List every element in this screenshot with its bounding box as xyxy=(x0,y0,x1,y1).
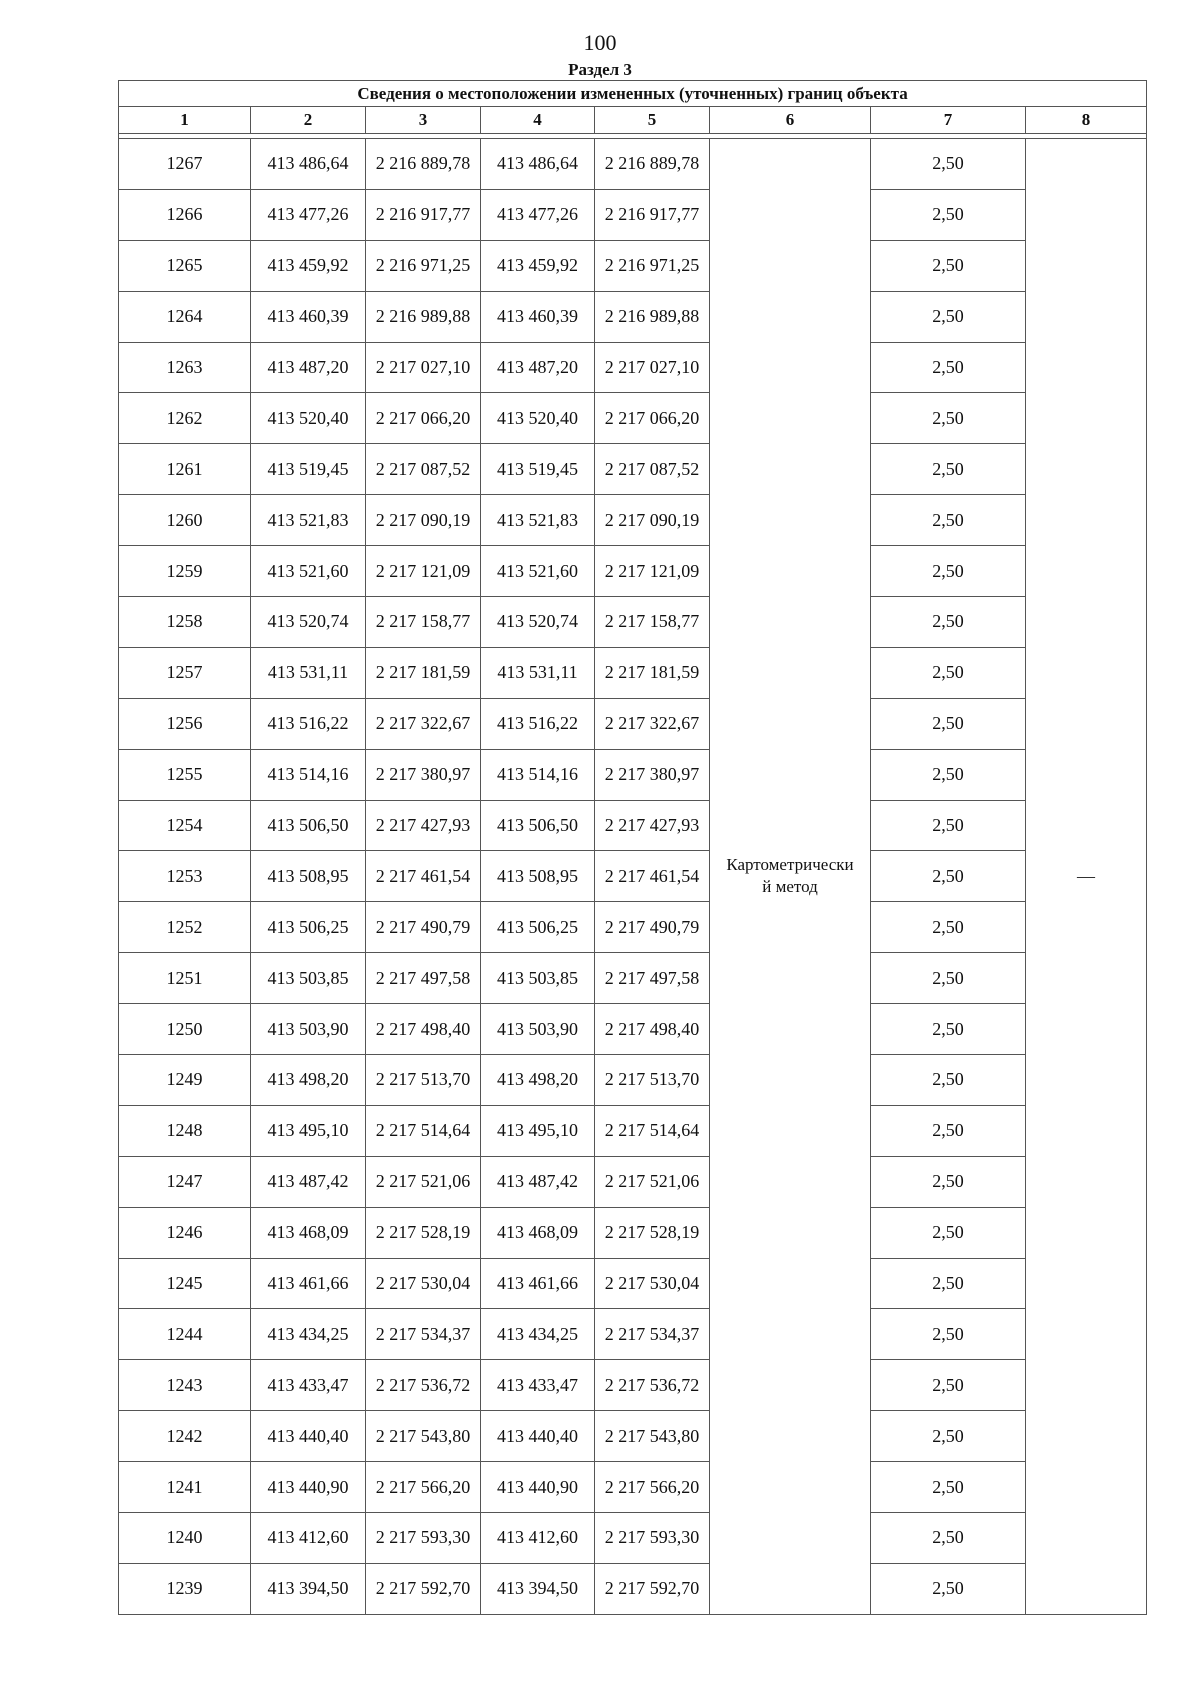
method-text-line: й метод xyxy=(762,877,818,897)
x-old-cell: 413 508,95 xyxy=(251,851,366,902)
x-new-cell: 413 440,40 xyxy=(481,1411,595,1462)
x-old-cell: 413 461,66 xyxy=(251,1258,366,1309)
x-new-cell: 413 394,50 xyxy=(481,1563,595,1614)
accuracy-cell: 2,50 xyxy=(871,749,1026,800)
table-row xyxy=(119,139,1147,190)
point-number-cell: 1267 xyxy=(119,139,251,190)
x-old-cell: 413 516,22 xyxy=(251,698,366,749)
y-old-cell: 2 217 536,72 xyxy=(366,1360,481,1411)
y-old-cell: 2 217 121,09 xyxy=(366,546,481,597)
x-old-cell: 413 498,20 xyxy=(251,1055,366,1106)
accuracy-cell: 2,50 xyxy=(871,189,1026,240)
point-number-cell: 1241 xyxy=(119,1462,251,1513)
table-row xyxy=(119,902,1147,953)
y-old-cell: 2 217 528,19 xyxy=(366,1207,481,1258)
x-old-cell: 413 486,64 xyxy=(251,139,366,190)
y-new-cell: 2 217 536,72 xyxy=(595,1360,710,1411)
table-row xyxy=(119,546,1147,597)
accuracy-cell: 2,50 xyxy=(871,800,1026,851)
point-number-cell: 1254 xyxy=(119,800,251,851)
table-row xyxy=(119,1156,1147,1207)
accuracy-cell: 2,50 xyxy=(871,902,1026,953)
point-number-cell: 1244 xyxy=(119,1309,251,1360)
point-number-cell: 1247 xyxy=(119,1156,251,1207)
accuracy-cell: 2,50 xyxy=(871,291,1026,342)
table-row xyxy=(119,698,1147,749)
x-new-cell: 413 434,25 xyxy=(481,1309,595,1360)
column-header-row xyxy=(119,107,1147,134)
accuracy-cell: 2,50 xyxy=(871,444,1026,495)
table-row xyxy=(119,444,1147,495)
table-row xyxy=(119,800,1147,851)
y-old-cell: 2 217 498,40 xyxy=(366,1004,481,1055)
table-row xyxy=(119,1055,1147,1106)
y-old-cell: 2 217 027,10 xyxy=(366,342,481,393)
note-cell: — xyxy=(1026,139,1147,1615)
x-old-cell: 413 519,45 xyxy=(251,444,366,495)
point-number-cell: 1248 xyxy=(119,1105,251,1156)
accuracy-cell: 2,50 xyxy=(871,1462,1026,1513)
y-new-cell: 2 217 490,79 xyxy=(595,902,710,953)
x-new-cell: 413 521,83 xyxy=(481,495,595,546)
y-old-cell: 2 217 593,30 xyxy=(366,1513,481,1564)
y-old-cell: 2 216 989,88 xyxy=(366,291,481,342)
point-number-cell: 1258 xyxy=(119,597,251,648)
column-header: 3 xyxy=(366,107,481,134)
table-row xyxy=(119,342,1147,393)
point-number-cell: 1245 xyxy=(119,1258,251,1309)
x-new-cell: 413 519,45 xyxy=(481,444,595,495)
y-old-cell: 2 217 514,64 xyxy=(366,1105,481,1156)
x-old-cell: 413 521,60 xyxy=(251,546,366,597)
x-new-cell: 413 508,95 xyxy=(481,851,595,902)
y-old-cell: 2 217 090,19 xyxy=(366,495,481,546)
y-old-cell: 2 217 322,67 xyxy=(366,698,481,749)
y-new-cell: 2 217 427,93 xyxy=(595,800,710,851)
y-new-cell: 2 217 528,19 xyxy=(595,1207,710,1258)
accuracy-cell: 2,50 xyxy=(871,1105,1026,1156)
x-old-cell: 413 440,90 xyxy=(251,1462,366,1513)
column-header: 7 xyxy=(871,107,1026,134)
y-new-cell: 2 217 530,04 xyxy=(595,1258,710,1309)
table-row xyxy=(119,1004,1147,1055)
x-old-cell: 413 503,90 xyxy=(251,1004,366,1055)
x-new-cell: 413 468,09 xyxy=(481,1207,595,1258)
x-old-cell: 413 487,42 xyxy=(251,1156,366,1207)
x-new-cell: 413 477,26 xyxy=(481,189,595,240)
accuracy-cell: 2,50 xyxy=(871,1411,1026,1462)
point-number-cell: 1256 xyxy=(119,698,251,749)
y-old-cell: 2 217 181,59 xyxy=(366,647,481,698)
y-new-cell: 2 217 513,70 xyxy=(595,1055,710,1106)
accuracy-cell: 2,50 xyxy=(871,1004,1026,1055)
table-row xyxy=(119,189,1147,240)
table-row xyxy=(119,240,1147,291)
accuracy-cell: 2,50 xyxy=(871,1055,1026,1106)
point-number-cell: 1251 xyxy=(119,953,251,1004)
y-old-cell: 2 216 971,25 xyxy=(366,240,481,291)
x-old-cell: 413 506,50 xyxy=(251,800,366,851)
accuracy-cell: 2,50 xyxy=(871,851,1026,902)
page-number: 100 xyxy=(583,30,617,55)
table-row xyxy=(119,1105,1147,1156)
y-old-cell: 2 217 158,77 xyxy=(366,597,481,648)
y-old-cell: 2 217 087,52 xyxy=(366,444,481,495)
column-header: 2 xyxy=(251,107,366,134)
y-new-cell: 2 217 090,19 xyxy=(595,495,710,546)
y-old-cell: 2 217 543,80 xyxy=(366,1411,481,1462)
coordinates-table xyxy=(118,80,1147,1615)
accuracy-cell: 2,50 xyxy=(871,1309,1026,1360)
x-old-cell: 413 459,92 xyxy=(251,240,366,291)
accuracy-cell: 2,50 xyxy=(871,546,1026,597)
point-number-cell: 1249 xyxy=(119,1055,251,1106)
table-row xyxy=(119,495,1147,546)
y-old-cell: 2 217 534,37 xyxy=(366,1309,481,1360)
y-new-cell: 2 217 461,54 xyxy=(595,851,710,902)
accuracy-cell: 2,50 xyxy=(871,953,1026,1004)
section-title: Раздел 3 xyxy=(568,60,632,79)
x-new-cell: 413 506,25 xyxy=(481,902,595,953)
x-new-cell: 413 433,47 xyxy=(481,1360,595,1411)
x-old-cell: 413 506,25 xyxy=(251,902,366,953)
y-old-cell: 2 217 380,97 xyxy=(366,749,481,800)
point-number-cell: 1252 xyxy=(119,902,251,953)
x-new-cell: 413 487,42 xyxy=(481,1156,595,1207)
column-header: 8 xyxy=(1026,107,1147,134)
y-old-cell: 2 217 066,20 xyxy=(366,393,481,444)
x-old-cell: 413 495,10 xyxy=(251,1105,366,1156)
x-new-cell: 413 516,22 xyxy=(481,698,595,749)
accuracy-cell: 2,50 xyxy=(871,698,1026,749)
x-new-cell: 413 460,39 xyxy=(481,291,595,342)
point-number-cell: 1253 xyxy=(119,851,251,902)
x-new-cell: 413 520,40 xyxy=(481,393,595,444)
x-new-cell: 413 412,60 xyxy=(481,1513,595,1564)
accuracy-cell: 2,50 xyxy=(871,597,1026,648)
table-row xyxy=(119,647,1147,698)
accuracy-cell: 2,50 xyxy=(871,240,1026,291)
point-number-cell: 1246 xyxy=(119,1207,251,1258)
table-row xyxy=(119,1462,1147,1513)
column-header: 1 xyxy=(119,107,251,134)
y-old-cell: 2 216 889,78 xyxy=(366,139,481,190)
x-new-cell: 413 520,74 xyxy=(481,597,595,648)
y-new-cell: 2 217 322,67 xyxy=(595,698,710,749)
column-header: 5 xyxy=(595,107,710,134)
point-number-cell: 1260 xyxy=(119,495,251,546)
x-old-cell: 413 520,40 xyxy=(251,393,366,444)
y-old-cell: 2 216 917,77 xyxy=(366,189,481,240)
point-number-cell: 1255 xyxy=(119,749,251,800)
x-old-cell: 413 521,83 xyxy=(251,495,366,546)
y-old-cell: 2 217 513,70 xyxy=(366,1055,481,1106)
y-new-cell: 2 217 543,80 xyxy=(595,1411,710,1462)
y-new-cell: 2 217 514,64 xyxy=(595,1105,710,1156)
y-old-cell: 2 217 461,54 xyxy=(366,851,481,902)
y-new-cell: 2 217 380,97 xyxy=(595,749,710,800)
table-row xyxy=(119,393,1147,444)
point-number-cell: 1259 xyxy=(119,546,251,597)
accuracy-cell: 2,50 xyxy=(871,495,1026,546)
y-old-cell: 2 217 497,58 xyxy=(366,953,481,1004)
table-row xyxy=(119,291,1147,342)
y-new-cell: 2 217 027,10 xyxy=(595,342,710,393)
y-new-cell: 2 217 498,40 xyxy=(595,1004,710,1055)
y-new-cell: 2 217 087,52 xyxy=(595,444,710,495)
y-old-cell: 2 217 592,70 xyxy=(366,1563,481,1614)
table-row xyxy=(119,953,1147,1004)
table-caption: Сведения о местоположении измененных (уточненных) границ объекта xyxy=(119,81,1147,107)
point-number-cell: 1263 xyxy=(119,342,251,393)
table-row xyxy=(119,1411,1147,1462)
accuracy-cell: 2,50 xyxy=(871,1258,1026,1309)
accuracy-cell: 2,50 xyxy=(871,1156,1026,1207)
y-new-cell: 2 217 593,30 xyxy=(595,1513,710,1564)
x-new-cell: 413 459,92 xyxy=(481,240,595,291)
method-text-line: Картометрически xyxy=(726,855,854,875)
y-old-cell: 2 217 521,06 xyxy=(366,1156,481,1207)
x-old-cell: 413 531,11 xyxy=(251,647,366,698)
table-row xyxy=(119,1309,1147,1360)
point-number-cell: 1265 xyxy=(119,240,251,291)
x-old-cell: 413 520,74 xyxy=(251,597,366,648)
y-new-cell: 2 217 592,70 xyxy=(595,1563,710,1614)
x-old-cell: 413 514,16 xyxy=(251,749,366,800)
accuracy-cell: 2,50 xyxy=(871,342,1026,393)
y-new-cell: 2 216 989,88 xyxy=(595,291,710,342)
table-body xyxy=(119,139,1147,1615)
x-new-cell: 413 506,50 xyxy=(481,800,595,851)
y-new-cell: 2 217 497,58 xyxy=(595,953,710,1004)
point-number-cell: 1239 xyxy=(119,1563,251,1614)
x-new-cell: 413 495,10 xyxy=(481,1105,595,1156)
x-old-cell: 413 477,26 xyxy=(251,189,366,240)
y-old-cell: 2 217 530,04 xyxy=(366,1258,481,1309)
y-new-cell: 2 217 066,20 xyxy=(595,393,710,444)
x-new-cell: 413 461,66 xyxy=(481,1258,595,1309)
point-number-cell: 1250 xyxy=(119,1004,251,1055)
accuracy-cell: 2,50 xyxy=(871,1513,1026,1564)
y-old-cell: 2 217 490,79 xyxy=(366,902,481,953)
x-new-cell: 413 503,90 xyxy=(481,1004,595,1055)
point-number-cell: 1242 xyxy=(119,1411,251,1462)
x-old-cell: 413 412,60 xyxy=(251,1513,366,1564)
x-new-cell: 413 514,16 xyxy=(481,749,595,800)
x-new-cell: 413 531,11 xyxy=(481,647,595,698)
accuracy-cell: 2,50 xyxy=(871,1360,1026,1411)
x-old-cell: 413 460,39 xyxy=(251,291,366,342)
accuracy-cell: 2,50 xyxy=(871,1207,1026,1258)
accuracy-cell: 2,50 xyxy=(871,393,1026,444)
column-header: 4 xyxy=(481,107,595,134)
table-row xyxy=(119,1258,1147,1309)
x-new-cell: 413 521,60 xyxy=(481,546,595,597)
point-number-cell: 1266 xyxy=(119,189,251,240)
x-old-cell: 413 468,09 xyxy=(251,1207,366,1258)
y-new-cell: 2 217 521,06 xyxy=(595,1156,710,1207)
y-new-cell: 2 217 121,09 xyxy=(595,546,710,597)
table-row xyxy=(119,1360,1147,1411)
x-old-cell: 413 434,25 xyxy=(251,1309,366,1360)
x-new-cell: 413 487,20 xyxy=(481,342,595,393)
point-number-cell: 1261 xyxy=(119,444,251,495)
point-number-cell: 1240 xyxy=(119,1513,251,1564)
y-new-cell: 2 217 566,20 xyxy=(595,1462,710,1513)
x-new-cell: 413 486,64 xyxy=(481,139,595,190)
point-number-cell: 1264 xyxy=(119,291,251,342)
point-number-cell: 1257 xyxy=(119,647,251,698)
accuracy-cell: 2,50 xyxy=(871,647,1026,698)
method-cell xyxy=(710,139,871,1615)
table-row xyxy=(119,851,1147,902)
table-row xyxy=(119,1563,1147,1614)
point-number-cell: 1243 xyxy=(119,1360,251,1411)
accuracy-cell: 2,50 xyxy=(871,139,1026,190)
x-old-cell: 413 394,50 xyxy=(251,1563,366,1614)
accuracy-cell: 2,50 xyxy=(871,1563,1026,1614)
y-new-cell: 2 216 917,77 xyxy=(595,189,710,240)
y-new-cell: 2 217 534,37 xyxy=(595,1309,710,1360)
y-new-cell: 2 217 158,77 xyxy=(595,597,710,648)
table-row xyxy=(119,1207,1147,1258)
y-new-cell: 2 217 181,59 xyxy=(595,647,710,698)
x-old-cell: 413 433,47 xyxy=(251,1360,366,1411)
table-row xyxy=(119,749,1147,800)
column-header: 6 xyxy=(710,107,871,134)
x-new-cell: 413 498,20 xyxy=(481,1055,595,1106)
x-new-cell: 413 440,90 xyxy=(481,1462,595,1513)
x-new-cell: 413 503,85 xyxy=(481,953,595,1004)
x-old-cell: 413 440,40 xyxy=(251,1411,366,1462)
y-new-cell: 2 216 971,25 xyxy=(595,240,710,291)
x-old-cell: 413 503,85 xyxy=(251,953,366,1004)
y-new-cell: 2 216 889,78 xyxy=(595,139,710,190)
x-old-cell: 413 487,20 xyxy=(251,342,366,393)
table-row xyxy=(119,1513,1147,1564)
y-old-cell: 2 217 566,20 xyxy=(366,1462,481,1513)
y-old-cell: 2 217 427,93 xyxy=(366,800,481,851)
point-number-cell: 1262 xyxy=(119,393,251,444)
table-row xyxy=(119,597,1147,648)
